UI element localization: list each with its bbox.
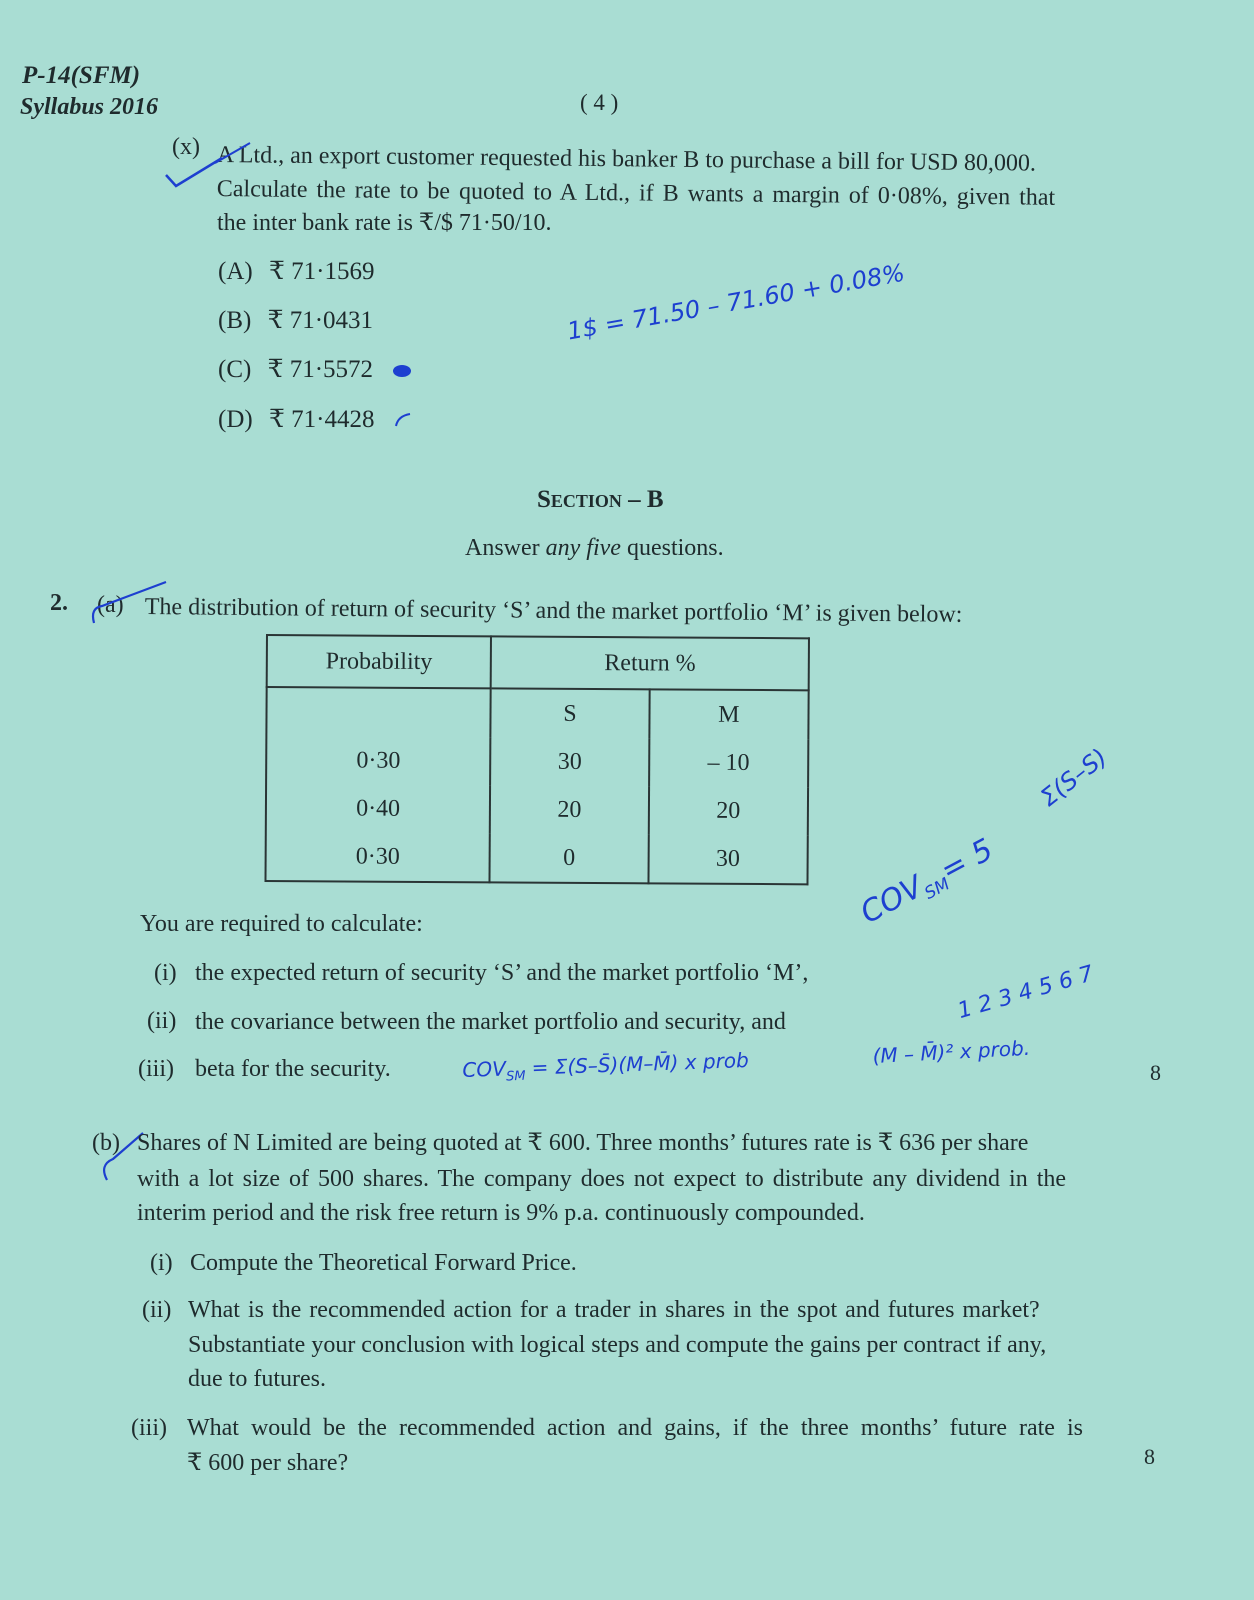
row-3-m: 30 <box>648 834 808 884</box>
option-d-value: ₹ 71·4428 <box>268 406 375 433</box>
distribution-table <box>264 634 810 885</box>
b-item-ii-line2: Substantiate your conclusion with logical steps and compute the gains per contract if any, <box>188 1332 1047 1358</box>
row-3-prob: 0·30 <box>265 832 490 882</box>
row-1-prob: 0·30 <box>266 736 491 785</box>
item-i-text: the expected return of security ‘S’ and the market portfolio ‘M’, <box>195 960 809 986</box>
b-item-i-label: (i) <box>150 1250 173 1276</box>
col-probability-header: Probability <box>267 635 492 688</box>
b-item-iii-line1: What would be the recommended action and gains, if the three months’ future rate is <box>187 1415 1083 1441</box>
sub-header-s: S <box>491 688 650 738</box>
ink-dot-icon <box>390 360 416 382</box>
handwritten-cov-note: $COV_{SM}= 5$ <box>855 832 999 931</box>
part-b-line2: with a lot size of 500 shares. The company does not expect to distribute any dividend in the <box>137 1166 1067 1192</box>
item-i-label: (i) <box>154 960 177 986</box>
part-a-tick-icon <box>88 578 178 628</box>
table-row <box>266 784 808 835</box>
row-1-s: 30 <box>490 737 649 786</box>
b-item-ii-line3: due to futures. <box>188 1366 326 1392</box>
item-iii-text: beta for the security. <box>195 1056 391 1082</box>
syllabus-label: Syllabus 2016 <box>20 94 159 120</box>
b-item-iii-line2: ₹ 600 per share? <box>187 1450 349 1476</box>
b-item-iii-label: (iii) <box>131 1415 167 1441</box>
handwritten-counting: 1 2 3 4 5 6 7 <box>955 961 1097 1025</box>
question-2-number: 2. <box>50 590 68 616</box>
item-ii-text: the covariance between the market portfolio and security, and <box>195 1009 786 1035</box>
part-a-label: (a) <box>97 592 124 618</box>
b-item-ii-label: (ii) <box>142 1297 172 1323</box>
row-2-m: 20 <box>648 786 808 835</box>
part-b-line1: Shares of N Limited are being quoted at ₹ 600. Three months’ futures rate is ₹ 636 per share <box>137 1130 1029 1156</box>
sub-header-m: M <box>649 689 809 739</box>
handwritten-calculation: 1$ = 71.50 – 71.60 + 0.08% <box>565 258 907 346</box>
table-row <box>265 832 807 884</box>
handwritten-variance-formula: (M – M̄)² x prob. <box>872 1035 1031 1068</box>
col-return-header: Return % <box>491 636 809 690</box>
question-x-line1: A Ltd., an export customer requested his banker B to purchase a bill for USD 80,000. <box>216 141 1037 177</box>
handwritten-cov-formula: $COV_{SM}$ = Σ(S–S̄)(M–M̄) x prob <box>462 1048 750 1085</box>
option-a-value: ₹ 71·1569 <box>268 258 375 285</box>
section-instruction: Answer any five questions. <box>465 535 724 561</box>
option-c-label: (C) <box>218 356 252 383</box>
paper-code: P-14(SFM) <box>22 62 141 89</box>
part-a-text: The distribution of return of security ‘S’ and the market portfolio ‘M’ is given below: <box>144 593 963 628</box>
marks-a: 8 <box>1150 1060 1161 1085</box>
option-c-value: ₹ 71·5572 <box>267 356 374 383</box>
row-3-s: 0 <box>490 833 649 883</box>
option-d[interactable] <box>218 404 374 434</box>
row-1-m: – 10 <box>649 738 809 787</box>
option-a-label: (A) <box>218 258 253 285</box>
row-2-prob: 0·40 <box>266 784 491 833</box>
question-x-line2: Calculate the rate to be quoted to A Ltd., if B wants a margin of 0·08%, given that <box>216 175 1056 211</box>
option-d-label: (D) <box>218 406 253 433</box>
row-2-s: 20 <box>490 785 649 834</box>
option-b[interactable] <box>218 305 373 335</box>
option-b-value: ₹ 71·0431 <box>267 307 374 334</box>
handwritten-sum-note: Σ(S–S) <box>1035 742 1113 813</box>
b-item-i-line1: Compute the Theoretical Forward Price. <box>190 1250 577 1276</box>
required-text: You are required to calculate: <box>140 911 423 937</box>
b-item-ii-line1: What is the recommended action for a trader in shares in the spot and futures market? <box>188 1297 1040 1323</box>
question-x-number: (x) <box>172 134 200 160</box>
section-title: Section – B <box>537 486 664 513</box>
table-row <box>266 736 808 787</box>
option-c[interactable] <box>218 354 373 384</box>
option-a[interactable] <box>218 256 374 286</box>
item-ii-label: (ii) <box>147 1008 177 1034</box>
tick-mark-icon <box>392 410 414 432</box>
question-x-line3: the inter bank rate is ₹/$ 71·50/10. <box>217 210 552 236</box>
strike-mark-icon <box>210 135 260 170</box>
item-iii-label: (iii) <box>138 1056 174 1082</box>
option-b-label: (B) <box>218 307 252 334</box>
marks-b: 8 <box>1144 1444 1155 1469</box>
part-b-label: (b) <box>92 1130 120 1156</box>
part-b-line3: interim period and the risk free return is 9% p.a. continuously compounded. <box>137 1200 865 1226</box>
page-number: ( 4 ) <box>580 90 619 115</box>
